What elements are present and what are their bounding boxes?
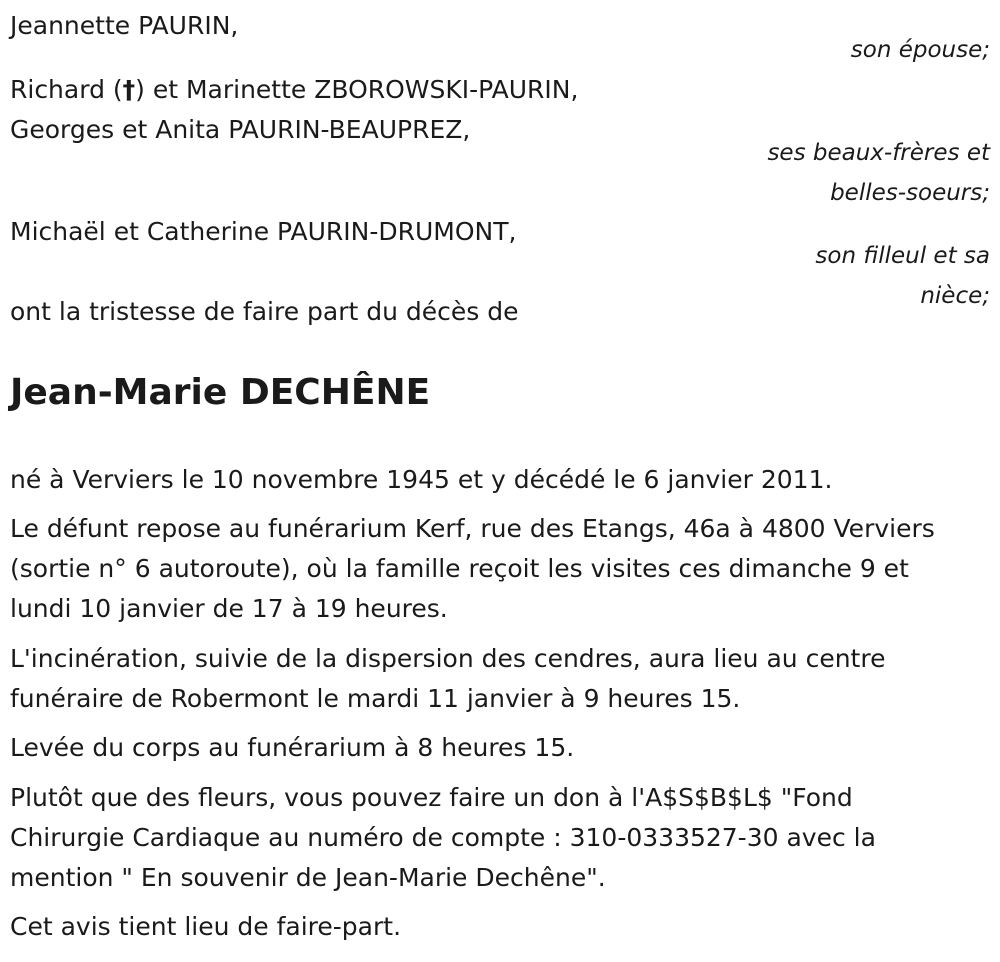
godchild-relation-1: son filleul et sa bbox=[815, 243, 990, 269]
godchild-name: Michaël et Catherine PAURIN-DRUMONT, bbox=[10, 217, 517, 246]
godchild-relation-2: nièce; bbox=[920, 283, 990, 309]
visitation-paragraph: Le défunt repose au funérarium Kerf, rue des Etangs, 46a à 4800 Verviers (sortie n° 6 autoroute), où la famille reçoit les visites ces dimanche 9 et lundi 10 janvier de 17 à 19 heures. bbox=[10, 514, 935, 623]
announcement: ont la tristesse de faire part du décès de bbox=[10, 297, 519, 326]
spouse-relation: son épouse; bbox=[850, 37, 990, 63]
deceased-cross-icon: † bbox=[122, 75, 136, 104]
inlaws-line-1-pre: Richard ( bbox=[10, 75, 123, 104]
inlaws-line-1 bbox=[10, 70, 578, 110]
cremation-paragraph: L'incinération, suivie de la dispersion des cendres, aura lieu au centre funéraire de Robermont le mardi 11 janvier à 9 heures 15. bbox=[10, 644, 886, 713]
birth-death-paragraph: né à Verviers le 10 novembre 1945 et y décédé le 6 janvier 2011. bbox=[10, 465, 833, 494]
inlaws-line-1-post: ) et Marinette ZBOROWSKI-PAURIN, bbox=[135, 75, 579, 104]
closing-paragraph: Cet avis tient lieu de faire-part. bbox=[10, 912, 402, 941]
inlaws-line-2: Georges et Anita PAURIN-BEAUPREZ, bbox=[10, 115, 471, 144]
spouse-name: Jeannette PAURIN, bbox=[10, 11, 239, 40]
deceased-name: Jean-Marie DECHÊNE bbox=[10, 372, 431, 413]
donation-paragraph: Plutôt que des fleurs, vous pouvez faire un don à l'A$S$B$L$ "Fond Chirurgie Cardiaque au numéro de compte : 310-0333527-30 avec la mention " En souvenir de Jean-Marie Dechêne". bbox=[10, 783, 876, 892]
levee-paragraph: Levée du corps au funérarium à 8 heures 15. bbox=[10, 733, 575, 762]
inlaws-relation-1: ses beaux-frères et bbox=[767, 140, 990, 166]
inlaws-relation-2: belles-soeurs; bbox=[830, 180, 990, 206]
